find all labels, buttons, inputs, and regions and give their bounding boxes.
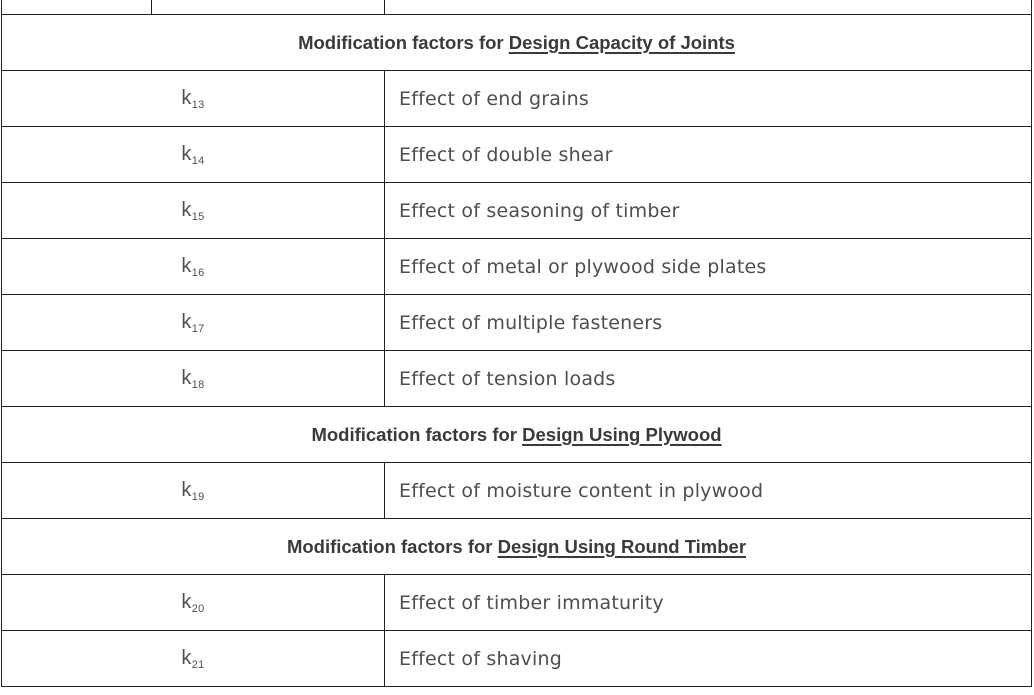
section-header-topic: Design Using Round Timber bbox=[497, 535, 747, 557]
factor-symbol: k bbox=[181, 142, 192, 165]
factor-description: Effect of timber immaturity bbox=[385, 575, 1032, 631]
factor-description: Effect of shaving bbox=[385, 631, 1032, 687]
factor-symbol-cell bbox=[2, 463, 385, 519]
table-cell-empty bbox=[2, 0, 152, 15]
factor-symbol: k bbox=[181, 478, 192, 501]
factor-symbol: k bbox=[181, 590, 192, 613]
section-header-topic: Design Using Plywood bbox=[522, 423, 722, 445]
section-header-row bbox=[2, 519, 1032, 575]
table-row bbox=[2, 631, 1032, 687]
table-row bbox=[2, 295, 1032, 351]
section-header-prefix: Modification factors for bbox=[286, 535, 498, 557]
factor-symbol-cell bbox=[2, 127, 385, 183]
section-header-cell bbox=[2, 15, 1032, 71]
table-row-cut-off bbox=[2, 0, 1032, 15]
factor-description: Effect of multiple fasteners bbox=[385, 295, 1032, 351]
section-header-row bbox=[2, 15, 1032, 71]
factor-subscript: 15 bbox=[191, 210, 205, 223]
factor-symbol-cell bbox=[2, 239, 385, 295]
table-row bbox=[2, 575, 1032, 631]
factor-description: Effect of moisture content in plywood bbox=[385, 463, 1032, 519]
factor-symbol-cell bbox=[2, 575, 385, 631]
factor-subscript: 16 bbox=[191, 266, 205, 279]
factor-subscript: 14 bbox=[191, 154, 205, 167]
factor-subscript: 13 bbox=[191, 98, 205, 111]
modification-factors-table-container bbox=[1, 0, 1031, 687]
section-header-prefix: Modification factors for bbox=[298, 31, 509, 53]
factor-symbol-cell bbox=[2, 631, 385, 687]
factor-subscript: 21 bbox=[191, 658, 205, 671]
table-cell-empty bbox=[385, 0, 1032, 15]
factor-subscript: 20 bbox=[191, 602, 205, 615]
table-row bbox=[2, 183, 1032, 239]
section-header-prefix: Modification factors for bbox=[311, 423, 523, 445]
factor-description: Effect of seasoning of timber bbox=[385, 183, 1032, 239]
factor-subscript: 19 bbox=[191, 490, 205, 503]
factor-symbol: k bbox=[181, 366, 192, 389]
factor-symbol: k bbox=[181, 86, 192, 109]
table-row bbox=[2, 239, 1032, 295]
factor-symbol-cell bbox=[2, 295, 385, 351]
factor-subscript: 17 bbox=[191, 322, 205, 335]
factor-symbol: k bbox=[181, 310, 192, 333]
factor-symbol-cell bbox=[2, 183, 385, 239]
section-header-cell bbox=[2, 519, 1032, 575]
modification-factors-table bbox=[1, 0, 1032, 687]
factor-description: Effect of metal or plywood side plates bbox=[385, 239, 1032, 295]
factor-symbol: k bbox=[181, 198, 192, 221]
factor-symbol: k bbox=[181, 254, 192, 277]
factor-description: Effect of tension loads bbox=[385, 351, 1032, 407]
factor-symbol: k bbox=[181, 646, 192, 669]
factor-symbol-cell bbox=[2, 351, 385, 407]
table-row bbox=[2, 351, 1032, 407]
factor-description: Effect of double shear bbox=[385, 127, 1032, 183]
table-row bbox=[2, 127, 1032, 183]
table-row bbox=[2, 71, 1032, 127]
table-row bbox=[2, 463, 1032, 519]
section-header-cell bbox=[2, 407, 1032, 463]
factor-description: Effect of end grains bbox=[385, 71, 1032, 127]
section-header-row bbox=[2, 407, 1032, 463]
factor-subscript: 18 bbox=[191, 378, 205, 391]
section-header-topic: Design Capacity of Joints bbox=[508, 31, 735, 53]
table-cell-empty bbox=[152, 0, 385, 15]
factor-symbol-cell bbox=[2, 71, 385, 127]
